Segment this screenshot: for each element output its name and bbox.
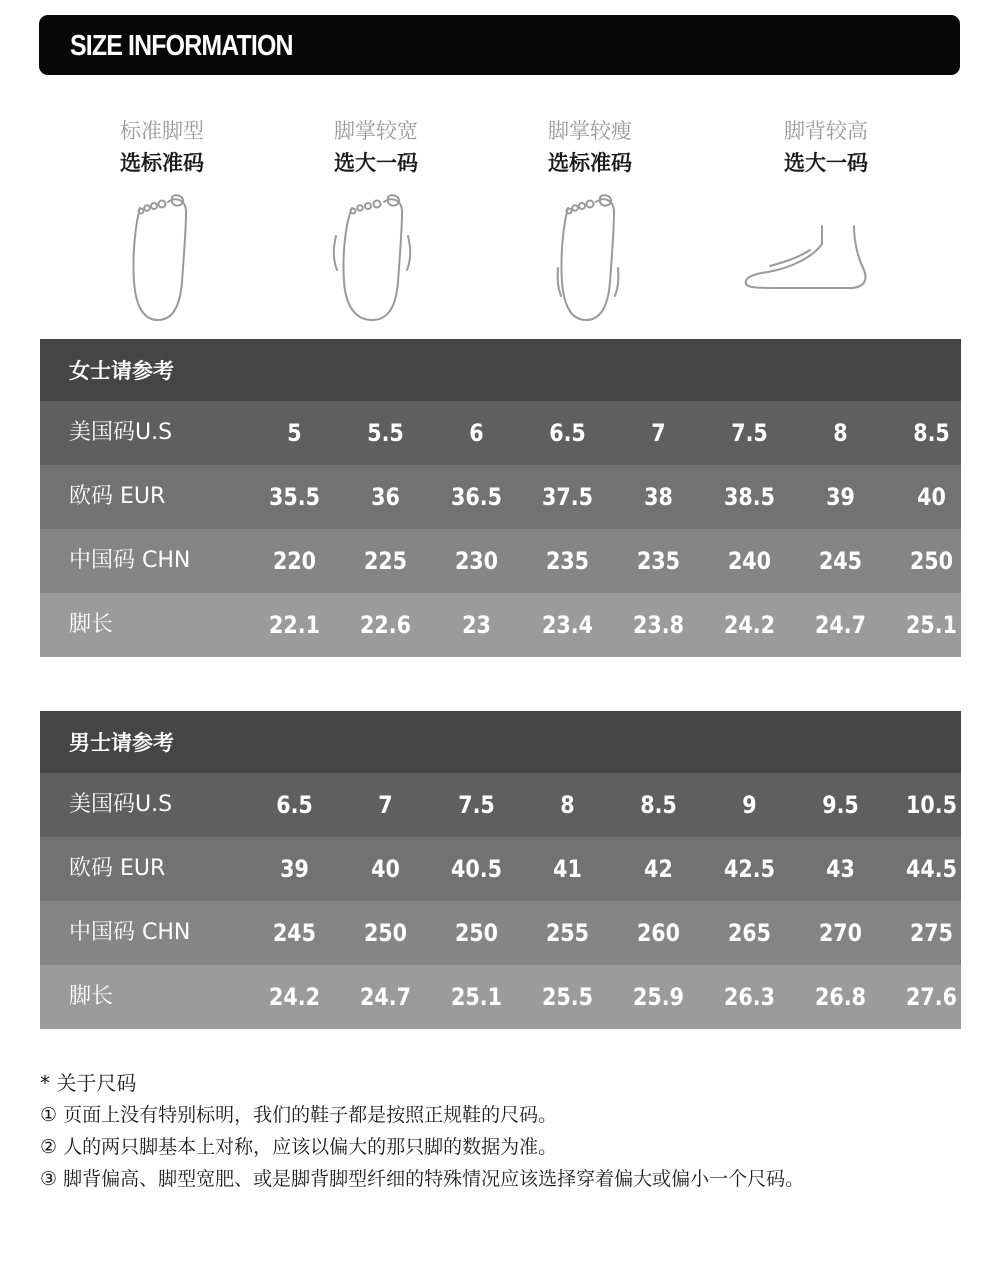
note-item: ① 页面上没有特别标明，我们的鞋子都是按照正规鞋的尺码。 [40, 1104, 558, 1126]
size-cell: 38.5 [724, 483, 775, 511]
size-cell: 245 [818, 547, 863, 575]
size-cell: 22.6 [360, 611, 411, 639]
size-cell: 8 [833, 419, 848, 447]
standard-foot-icon [128, 192, 192, 324]
size-cell: 255 [545, 919, 590, 947]
foot-condition: 脚背较高 [784, 119, 868, 143]
size-cell: 275 [909, 919, 954, 947]
women-table-title: 女士请参考 [40, 339, 961, 401]
size-cell: 9 [742, 791, 757, 819]
high-instep-icon [740, 222, 870, 294]
size-cell: 37.5 [542, 483, 593, 511]
size-cell: 5.5 [367, 419, 404, 447]
size-cell: 230 [454, 547, 499, 575]
row-label: 脚长 [69, 612, 114, 637]
row-label: 美国码U.S [69, 420, 173, 445]
size-cell: 250 [454, 919, 499, 947]
foot-advice: 选大一码 [784, 151, 868, 175]
size-cell: 42.5 [724, 855, 775, 883]
size-cell: 39 [280, 855, 309, 883]
foot-type-narrow [500, 115, 680, 179]
size-cell: 8.5 [640, 791, 677, 819]
size-cell: 36.5 [451, 483, 502, 511]
size-cell: 35.5 [269, 483, 320, 511]
size-cell: 26.3 [724, 983, 775, 1011]
row-label: 欧码 EUR [69, 484, 166, 509]
foot-advice: 选标准码 [120, 151, 204, 175]
size-cell: 41 [553, 855, 582, 883]
table-row [40, 593, 961, 657]
size-cell: 25.5 [542, 983, 593, 1011]
size-cell: 260 [636, 919, 681, 947]
size-cell: 23.8 [633, 611, 684, 639]
foot-type-standard [72, 115, 252, 179]
row-label: 美国码U.S [69, 792, 173, 817]
women-size-table [40, 339, 961, 657]
size-cell: 7 [378, 791, 393, 819]
row-label: 欧码 EUR [69, 856, 166, 881]
size-cell: 40 [371, 855, 400, 883]
size-cell: 7.5 [458, 791, 495, 819]
size-cell: 265 [727, 919, 772, 947]
foot-advice: 选大一码 [334, 151, 418, 175]
size-cell: 24.2 [269, 983, 320, 1011]
size-cell: 225 [363, 547, 408, 575]
size-cell: 43 [826, 855, 855, 883]
size-cell: 23.4 [542, 611, 593, 639]
size-cell: 250 [909, 547, 954, 575]
size-cell: 5 [287, 419, 302, 447]
size-cell: 235 [636, 547, 681, 575]
size-cell: 44.5 [906, 855, 957, 883]
size-cell: 26.8 [815, 983, 866, 1011]
size-cell: 7.5 [731, 419, 768, 447]
size-cell: 8 [560, 791, 575, 819]
size-cell: 245 [272, 919, 317, 947]
table-row [40, 773, 961, 837]
foot-condition: 脚掌较宽 [334, 119, 418, 143]
foot-type-wide [286, 115, 466, 179]
size-cell: 9.5 [822, 791, 859, 819]
size-cell: 220 [272, 547, 317, 575]
size-info-header [39, 15, 960, 75]
size-cell: 25.9 [633, 983, 684, 1011]
size-cell: 24.7 [815, 611, 866, 639]
note-item: ② 人的两只脚基本上对称，应该以偏大的那只脚的数据为准。 [40, 1136, 558, 1158]
men-table-title: 男士请参考 [40, 711, 961, 773]
size-cell: 7 [651, 419, 666, 447]
size-cell: 42 [644, 855, 673, 883]
size-cell: 25.1 [906, 611, 957, 639]
notes-title: * 关于尺码 [40, 1071, 137, 1095]
wide-foot-icon [332, 192, 412, 324]
size-cell: 240 [727, 547, 772, 575]
row-label: 中国码 CHN [69, 920, 191, 945]
size-cell: 270 [818, 919, 863, 947]
size-cell: 40 [917, 483, 946, 511]
size-cell: 25.1 [451, 983, 502, 1011]
size-cell: 250 [363, 919, 408, 947]
table-row [40, 965, 961, 1029]
size-cell: 6.5 [549, 419, 586, 447]
size-cell: 24.2 [724, 611, 775, 639]
men-size-table [40, 711, 961, 1029]
table-row [40, 465, 961, 529]
foot-type-high-instep [736, 115, 916, 179]
size-cell: 40.5 [451, 855, 502, 883]
size-cell: 24.7 [360, 983, 411, 1011]
size-cell: 36 [371, 483, 400, 511]
size-cell: 38 [644, 483, 673, 511]
row-label: 脚长 [69, 984, 114, 1009]
size-notes [40, 1067, 804, 1195]
table-row [40, 529, 961, 593]
narrow-foot-icon [552, 192, 624, 324]
size-cell: 23 [462, 611, 491, 639]
note-item: ③ 脚背偏高、脚型宽肥、或是脚背脚型纤细的特殊情况应该选择穿着偏大或偏小一个尺码。 [40, 1168, 805, 1190]
size-cell: 22.1 [269, 611, 320, 639]
foot-condition: 脚掌较瘦 [548, 119, 632, 143]
foot-advice: 选标准码 [548, 151, 632, 175]
size-cell: 6 [469, 419, 484, 447]
size-cell: 39 [826, 483, 855, 511]
size-cell: 27.6 [906, 983, 957, 1011]
size-cell: 235 [545, 547, 590, 575]
page-title: SIZE INFORMATION [70, 30, 293, 62]
table-row [40, 401, 961, 465]
size-cell: 8.5 [913, 419, 950, 447]
row-label: 中国码 CHN [69, 548, 191, 573]
table-row [40, 901, 961, 965]
table-row [40, 837, 961, 901]
foot-condition: 标准脚型 [120, 119, 204, 143]
size-cell: 10.5 [906, 791, 957, 819]
size-cell: 6.5 [276, 791, 313, 819]
